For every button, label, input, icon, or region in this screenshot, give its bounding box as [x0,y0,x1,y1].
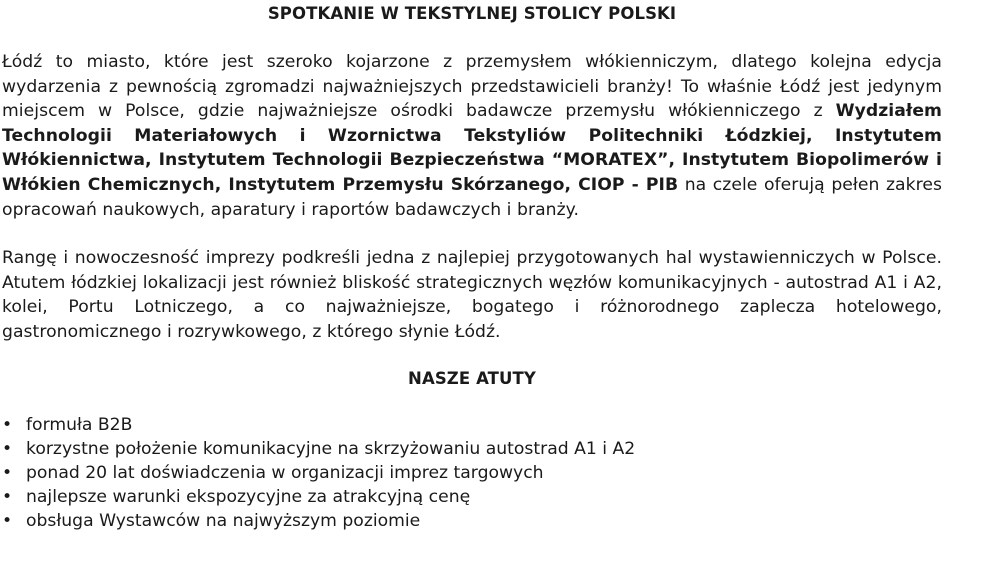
paragraph-lodz-textile-industry [2,50,942,222]
list-item [2,485,942,509]
advantages-list [2,413,942,534]
paragraph-intro-text: Łódź to miasto, które jest szeroko kojarzone z przemysłem włókienniczym, dlatego kolejna edycja wydarzenia z pewnością zgromadzi najważniejszych przedstawicieli branży! To właśnie Łódź jest jedynym miejscem w Polsce, gdzie najważniejsze ośrodki badawcze przemysłu włókienniczego z [2,52,942,122]
paragraph-outro-text: na czele oferują pełen zakres opracowań naukowych, aparatury i raportów badawczych i branży. [2,174,942,220]
research-institutions-text: Wydziałem Technologii Materiałowych i Wzornictwa Tekstyliów Politechniki Łódzkiej, Instytutem Włókiennictwa, Instytutem Technologii Bezpieczeństwa “MORATEX”, Instytutem Biopolimerów i Włókien Chemicznych, Instytutem Przemysłu Skórzanego, CIOP - PIB [2,101,942,195]
paragraph-venue-location: Rangę i nowoczesność imprezy podkreśli jedna z najlepiej przygotowanych hal wystawienniczych w Polsce. Atutem łódzkiej lokalizacji jest również bliskość strategicznych węzłów komunikacyjnych - autostrad A1 i A2, kolei, Portu Lotniczego, a co najważniejsze, bogatego i różnorodnego zaplecza hotelowego, gastronomicznego i rozrywkowego, z którego słynie Łódź. [2,248,942,342]
list-item [2,461,942,485]
list-item-text: ponad 20 lat doświadczenia w organizacji imprez targowych [26,462,544,483]
list-item-text: formuła B2B [26,414,133,435]
section-title-our-advantages: NASZE ATUTY [408,368,536,388]
bullet-icon: • [2,414,13,435]
bullet-icon: • [2,511,13,532]
list-item-text: najlepsze warunki ekspozycyjne za atrakcyjną cenę [26,487,471,508]
list-item [2,509,942,533]
list-item [2,437,942,461]
list-item-text: korzystne położenie komunikacyjne na skrzyżowaniu autostrad A1 i A2 [26,438,636,459]
list-item-text: obsługa Wystawców na najwyższym poziomie [26,511,421,532]
bullet-icon: • [2,438,13,459]
bullet-icon: • [2,487,13,508]
list-item [2,413,942,437]
section-title-textile-capital: SPOTKANIE W TEKSTYLNEJ STOLICY POLSKI [267,4,677,23]
bullet-icon: • [2,462,13,483]
